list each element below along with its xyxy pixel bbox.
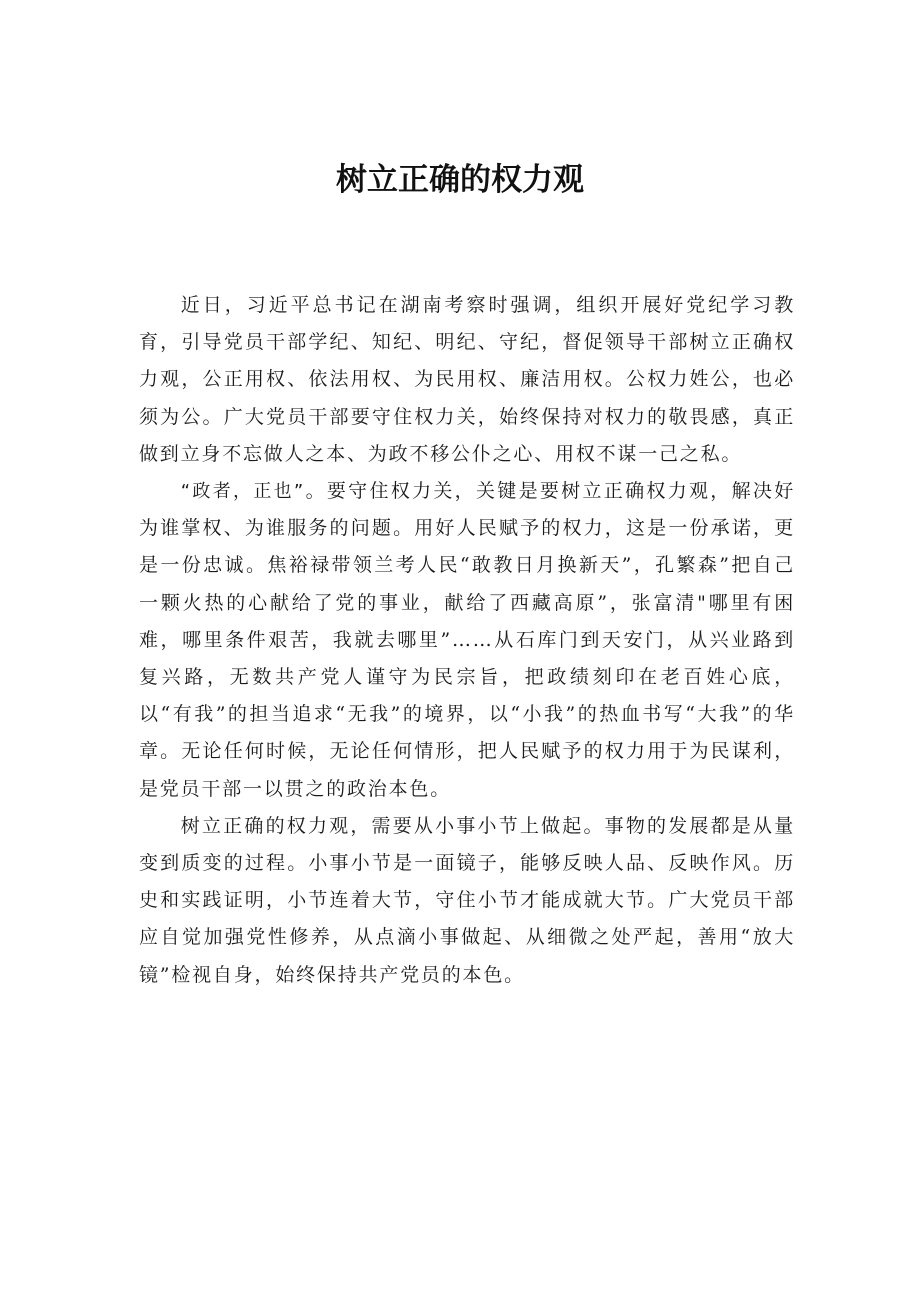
paragraph-3 [139, 808, 795, 994]
document-title: 树立正确的权力观 [336, 162, 584, 198]
paragraph-3-text: 树立正确的权力观，需要从小事小节上做起。事物的发展都是从量变到质变的过程。小事小节是一面镜子，能够反映人品、反映作风。历史和实践证明，小节连着大节，守住小节才能成就大节。广大党员干部应自觉加强党性修养，从点滴小事做起、从细微之处严起，善用“放大镜”检视自身，始终保持共产党员的本色。 [139, 814, 795, 986]
paragraph-2-text: 。要守住权力关，关键是要树立正确权力观，解决好为谁掌权、为谁服务的问题。用好人民赋予的权力，这是一份承诺，更是一份忠诚。焦裕禄带领兰考人民“敢教日月换新天”，孔繁森”把自己一颗火热的心献给了党的事业，献给了西藏高原”，张富清"哪里有困难，哪里条件艰苦，我就去哪里”……从石库门到天安门，从兴业路到复兴路，无数共产党人谨守为民宗旨，把政绩刻印在老百姓心底，以“有我”的担当追求“无我”的境界，以“小我”的热血书写“大我”的华章。无论任何时候，无论任何情形，把人民赋予的权力用于为民谋利，是党员干部一以贯之的政治本色。 [139, 480, 796, 800]
paragraph-2 [139, 473, 795, 808]
paragraph-1 [139, 287, 795, 473]
document-body [139, 287, 795, 994]
paragraph-1-text: 近日，习近平总书记在湖南考察时强调，组织开展好党纪学习教育，引导党员干部学纪、知纪、明纪、守纪，督促领导干部树立正确权力观，公正用权、依法用权、为民用权、廉洁用权。公权力姓公，也必须为公。广大党员干部要守住权力关，始终保持对权力的敬畏感，真正做到立身不忘做人之本、为政不移公仆之心、用权不谋一己之私。 [139, 294, 795, 465]
paragraph-2-lead-quote: “政者，正也” [180, 481, 306, 503]
